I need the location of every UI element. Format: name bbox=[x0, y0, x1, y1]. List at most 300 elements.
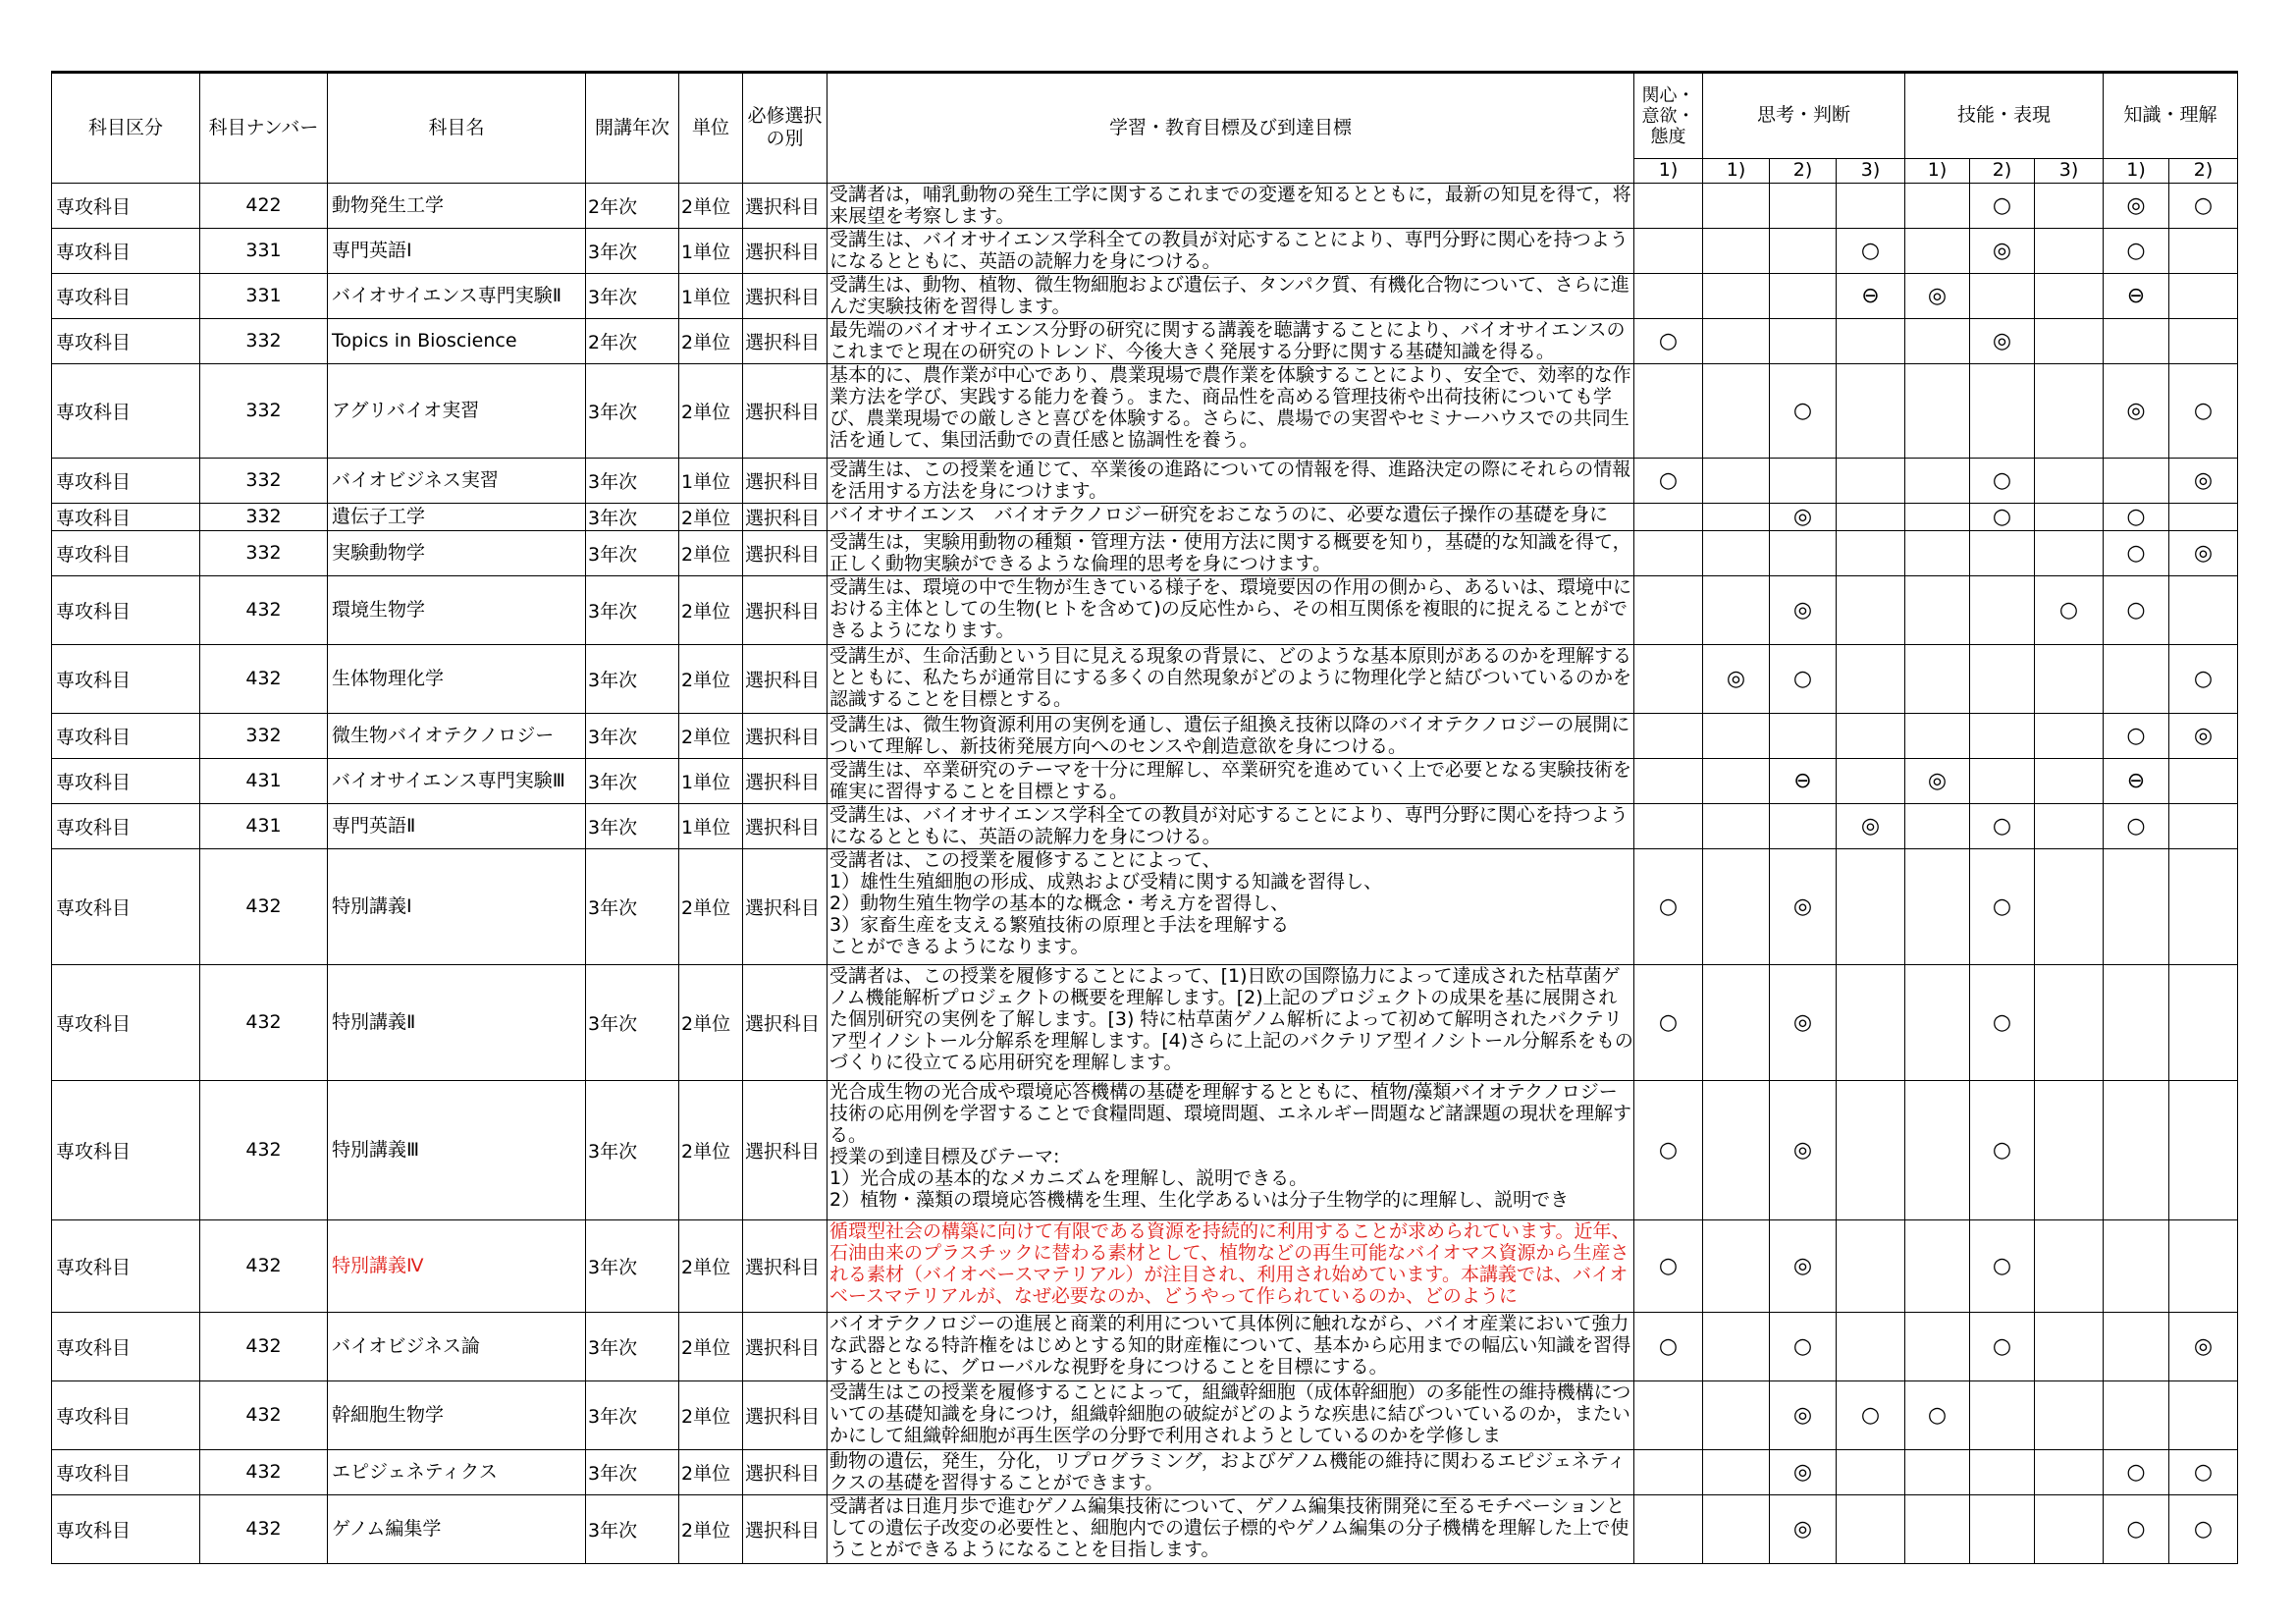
cell-mark bbox=[1634, 575, 1703, 644]
cell-mark bbox=[1970, 575, 2035, 644]
cell-mark: ○ bbox=[1634, 1312, 1703, 1380]
cell-mark bbox=[1703, 758, 1770, 803]
cell-mark bbox=[2035, 1080, 2104, 1219]
cell-mark: ◎ bbox=[1770, 964, 1837, 1080]
cell-mark bbox=[2035, 530, 2104, 575]
sub-header: 3) bbox=[1837, 159, 1905, 184]
cell-mark bbox=[2169, 575, 2238, 644]
sub-header: 1) bbox=[2104, 159, 2169, 184]
cell-mark bbox=[1703, 183, 1770, 228]
sub-header: 1) bbox=[1634, 159, 1703, 184]
cell-mark bbox=[1905, 803, 1970, 848]
sub-header: 2) bbox=[1970, 159, 2035, 184]
cell-year: 3年次 bbox=[586, 228, 679, 273]
cell-year: 3年次 bbox=[586, 848, 679, 964]
cell-goal bbox=[828, 1380, 1634, 1449]
cell-mark bbox=[1905, 183, 1970, 228]
table-row bbox=[52, 1312, 2238, 1380]
cell-mark bbox=[1905, 848, 1970, 964]
header-row bbox=[52, 73, 2238, 159]
cell-kubun: 専攻科目 bbox=[52, 228, 200, 273]
goal-text: 受講生は、バイオサイエンス学科全ての教員が対応することにより、専門分野に関心を持つようになるとともに、英語の読解力を身につける。 bbox=[829, 803, 1629, 847]
cell-name: 特別講義Ⅲ bbox=[328, 1080, 586, 1219]
goal-text: 基本的に、農作業が中心であり、農業現場で農作業を体験することにより、安全で、効率的な作業方法を学び、実践する能力を養う。また、商品性を高める管理技術や出荷技術についても学び、農業現場での厳しさと喜びを体験する。さらに、農場での実習やセミナーハウスでの共同生活を通して、集団活動での責任感と協調性を養う。 bbox=[829, 363, 1631, 451]
cell-mark bbox=[2035, 1449, 2104, 1494]
cell-mark bbox=[2035, 1219, 2104, 1312]
cell-mark: ○ bbox=[2104, 530, 2169, 575]
cell-mark bbox=[1837, 318, 1905, 363]
cell-name: 特別講義Ⅳ bbox=[328, 1219, 586, 1312]
cell-goal bbox=[828, 530, 1634, 575]
cell-mark bbox=[2035, 713, 2104, 758]
cell-mark bbox=[1970, 1494, 2035, 1563]
cell-kubun: 専攻科目 bbox=[52, 758, 200, 803]
cell-mark bbox=[1837, 848, 1905, 964]
cell-required: 選択科目 bbox=[743, 458, 828, 503]
cell-kubun: 専攻科目 bbox=[52, 273, 200, 318]
cell-mark bbox=[1837, 183, 1905, 228]
cell-kubun: 専攻科目 bbox=[52, 1494, 200, 1563]
cell-required: 選択科目 bbox=[743, 228, 828, 273]
cell-number: 332 bbox=[200, 713, 328, 758]
cell-goal bbox=[828, 363, 1634, 458]
cell-mark: ◎ bbox=[1905, 273, 1970, 318]
cell-number: 332 bbox=[200, 530, 328, 575]
table-row bbox=[52, 964, 2238, 1080]
cell-kubun: 専攻科目 bbox=[52, 848, 200, 964]
cell-goal bbox=[828, 228, 1634, 273]
cell-mark bbox=[2035, 503, 2104, 530]
cell-mark: ○ bbox=[2169, 1494, 2238, 1563]
cell-mark: ○ bbox=[1634, 1219, 1703, 1312]
cell-mark bbox=[1905, 644, 1970, 713]
cell-year: 3年次 bbox=[586, 964, 679, 1080]
cell-mark bbox=[1703, 964, 1770, 1080]
cell-name: Topics in Bioscience bbox=[328, 318, 586, 363]
sub-header: 2) bbox=[1770, 159, 1837, 184]
cell-number: 332 bbox=[200, 458, 328, 503]
cell-required: 選択科目 bbox=[743, 273, 828, 318]
cell-number: 432 bbox=[200, 1494, 328, 1563]
cell-kubun: 専攻科目 bbox=[52, 803, 200, 848]
table-row bbox=[52, 803, 2238, 848]
cell-units: 2単位 bbox=[679, 318, 743, 363]
cell-goal bbox=[828, 458, 1634, 503]
cell-mark bbox=[2169, 503, 2238, 530]
cell-mark: ○ bbox=[2104, 1494, 2169, 1563]
cell-mark bbox=[1837, 363, 1905, 458]
cell-name: 環境生物学 bbox=[328, 575, 586, 644]
cell-mark: ○ bbox=[1634, 848, 1703, 964]
cell-mark bbox=[2035, 363, 2104, 458]
sub-header: 1) bbox=[1905, 159, 1970, 184]
cell-mark: ○ bbox=[1634, 964, 1703, 1080]
cell-mark bbox=[1905, 1449, 1970, 1494]
cell-mark bbox=[1703, 575, 1770, 644]
cell-mark bbox=[1770, 318, 1837, 363]
table-row bbox=[52, 644, 2238, 713]
sub-header: 3) bbox=[2035, 159, 2104, 184]
cell-mark: ◎ bbox=[2169, 530, 2238, 575]
cell-name: 生体物理化学 bbox=[328, 644, 586, 713]
cell-mark bbox=[1634, 228, 1703, 273]
cell-mark: ○ bbox=[1970, 803, 2035, 848]
cell-year: 3年次 bbox=[586, 273, 679, 318]
cell-mark bbox=[1837, 1449, 1905, 1494]
cell-name: ゲノム編集学 bbox=[328, 1494, 586, 1563]
cell-mark bbox=[1905, 713, 1970, 758]
cell-mark bbox=[2169, 848, 2238, 964]
cell-mark: ◎ bbox=[1770, 1219, 1837, 1312]
cell-kubun: 専攻科目 bbox=[52, 458, 200, 503]
cell-kubun: 専攻科目 bbox=[52, 1312, 200, 1380]
cell-units: 1単位 bbox=[679, 803, 743, 848]
table-row bbox=[52, 758, 2238, 803]
cell-mark bbox=[1905, 530, 1970, 575]
header-year: 開講年次 bbox=[586, 73, 679, 184]
table-row bbox=[52, 1494, 2238, 1563]
goal-text: 受講者は日進月歩で進むゲノム編集技術について、ゲノム編集技術開発に至るモチベーションとしての遺伝子改変の必要性と、細胞内での遺伝子標的やゲノム編集の分子機構を理解した上で使うことができるようになることを目指します。 bbox=[829, 1494, 1629, 1560]
cell-mark bbox=[1703, 1380, 1770, 1449]
cell-required: 選択科目 bbox=[743, 848, 828, 964]
cell-number: 432 bbox=[200, 1312, 328, 1380]
cell-mark: ○ bbox=[1634, 318, 1703, 363]
cell-mark bbox=[2035, 758, 2104, 803]
cell-mark bbox=[1703, 713, 1770, 758]
cell-number: 431 bbox=[200, 758, 328, 803]
table-row bbox=[52, 228, 2238, 273]
cell-mark bbox=[1970, 758, 2035, 803]
goal-text: 受講生は、環境の中で生物が生きている様子を、環境要因の作用の側から、あるいは、環境中における主体としての生物(ヒトを含めて)の反応性から、その相互関係を複眼的に捉えることができるようになります。 bbox=[829, 575, 1632, 641]
cell-number: 432 bbox=[200, 575, 328, 644]
cell-mark bbox=[1970, 1380, 2035, 1449]
goal-text: 受講生は、バイオサイエンス学科全ての教員が対応することにより、専門分野に関心を持つようになるとともに、英語の読解力を身につける。 bbox=[829, 228, 1629, 272]
cell-mark bbox=[2104, 1312, 2169, 1380]
cell-mark bbox=[1970, 713, 2035, 758]
cell-mark bbox=[1770, 458, 1837, 503]
cell-mark bbox=[2104, 318, 2169, 363]
cell-mark bbox=[1905, 228, 1970, 273]
cell-mark: ○ bbox=[2104, 503, 2169, 530]
cell-mark bbox=[1837, 1219, 1905, 1312]
cell-mark: ◎ bbox=[1703, 644, 1770, 713]
cell-units: 2単位 bbox=[679, 1312, 743, 1380]
header-goal: 学習・教育目標及び到達目標 bbox=[828, 73, 1634, 184]
cell-mark bbox=[2169, 758, 2238, 803]
table-row bbox=[52, 458, 2238, 503]
cell-mark bbox=[1770, 183, 1837, 228]
cell-number: 331 bbox=[200, 228, 328, 273]
cell-mark: ○ bbox=[2035, 575, 2104, 644]
cell-required: 選択科目 bbox=[743, 758, 828, 803]
cell-mark bbox=[2169, 228, 2238, 273]
goal-text: 受講生は、動物、植物、微生物細胞および遺伝子、タンパク質、有機化合物について、さらに進んだ実験技術を習得します。 bbox=[829, 273, 1629, 317]
cell-mark bbox=[1703, 318, 1770, 363]
cell-mark bbox=[1970, 644, 2035, 713]
cell-kubun: 専攻科目 bbox=[52, 503, 200, 530]
goal-text: 受講生が、生命活動という目に見える現象の背景に、どのような基本原則があるのかを理解するとともに、私たちが通常目にする多くの自然現象がどのように物理化学と結びついているのかを認識することを目標とする。 bbox=[829, 644, 1632, 710]
table-row bbox=[52, 713, 2238, 758]
cell-mark: ○ bbox=[1770, 1312, 1837, 1380]
goal-text: 受講者は、この授業を履修することによって、 1）雄性生殖細胞の形成、成熟および受精に関する知識を習得し、 2）動物生殖生物学の基本的な概念・考え方を習得し、 3）家畜生産を支える繁殖技術の原理と手法を理解する ことができるようになります。 bbox=[829, 848, 1383, 957]
cell-goal bbox=[828, 713, 1634, 758]
cell-required: 選択科目 bbox=[743, 1080, 828, 1219]
cell-mark: ○ bbox=[1770, 363, 1837, 458]
cell-mark: ◎ bbox=[1970, 318, 2035, 363]
cell-mark bbox=[1837, 758, 1905, 803]
cell-number: 431 bbox=[200, 803, 328, 848]
cell-name: 幹細胞生物学 bbox=[328, 1380, 586, 1449]
cell-goal bbox=[828, 183, 1634, 228]
header-group-knowledge: 知識・理解 bbox=[2104, 73, 2238, 159]
cell-mark bbox=[1634, 758, 1703, 803]
cell-mark bbox=[2169, 1219, 2238, 1312]
cell-year: 3年次 bbox=[586, 1312, 679, 1380]
cell-mark bbox=[1837, 964, 1905, 1080]
header-required: 必修選択の別 bbox=[743, 73, 828, 184]
cell-name: バイオサイエンス専門実験Ⅱ bbox=[328, 273, 586, 318]
cell-name: 動物発生工学 bbox=[328, 183, 586, 228]
cell-goal bbox=[828, 503, 1634, 530]
cell-year: 3年次 bbox=[586, 758, 679, 803]
cell-required: 選択科目 bbox=[743, 1494, 828, 1563]
goal-text: 受講生は，実験用動物の種類・管理方法・使用方法に関する概要を知り，基礎的な知識を得て，正しく動物実験ができるような倫理的思考を身につけます。 bbox=[829, 530, 1631, 574]
cell-goal bbox=[828, 964, 1634, 1080]
cell-mark bbox=[2035, 1312, 2104, 1380]
cell-name: 特別講義Ⅱ bbox=[328, 964, 586, 1080]
cell-mark bbox=[1770, 228, 1837, 273]
cell-units: 2単位 bbox=[679, 1380, 743, 1449]
cell-mark bbox=[1770, 273, 1837, 318]
cell-name: 専門英語Ⅱ bbox=[328, 803, 586, 848]
cell-goal bbox=[828, 1494, 1634, 1563]
cell-mark bbox=[2104, 1219, 2169, 1312]
cell-mark bbox=[1703, 503, 1770, 530]
header-group-skill: 技能・表現 bbox=[1905, 73, 2104, 159]
cell-mark bbox=[1634, 803, 1703, 848]
cell-kubun: 専攻科目 bbox=[52, 713, 200, 758]
cell-number: 432 bbox=[200, 1080, 328, 1219]
cell-mark: ○ bbox=[2169, 1449, 2238, 1494]
cell-goal bbox=[828, 1449, 1634, 1494]
cell-goal bbox=[828, 848, 1634, 964]
cell-kubun: 専攻科目 bbox=[52, 318, 200, 363]
header-name: 科目名 bbox=[328, 73, 586, 184]
table-row bbox=[52, 273, 2238, 318]
cell-units: 2単位 bbox=[679, 713, 743, 758]
cell-goal bbox=[828, 644, 1634, 713]
cell-mark bbox=[2035, 964, 2104, 1080]
cell-mark bbox=[1905, 1312, 1970, 1380]
cell-mark bbox=[1905, 964, 1970, 1080]
header-group-thinking: 思考・判断 bbox=[1703, 73, 1905, 159]
cell-mark bbox=[1837, 713, 1905, 758]
cell-mark bbox=[1634, 363, 1703, 458]
table-row bbox=[52, 503, 2238, 530]
cell-mark bbox=[2104, 1380, 2169, 1449]
cell-required: 選択科目 bbox=[743, 964, 828, 1080]
cell-mark: ◎ bbox=[1970, 228, 2035, 273]
cell-mark bbox=[2104, 644, 2169, 713]
cell-mark bbox=[2035, 273, 2104, 318]
cell-year: 3年次 bbox=[586, 1494, 679, 1563]
cell-mark bbox=[1970, 273, 2035, 318]
cell-mark: ○ bbox=[2169, 644, 2238, 713]
cell-mark: ○ bbox=[2104, 228, 2169, 273]
cell-mark: ○ bbox=[2104, 1449, 2169, 1494]
cell-mark bbox=[1634, 503, 1703, 530]
cell-year: 3年次 bbox=[586, 503, 679, 530]
cell-number: 432 bbox=[200, 1219, 328, 1312]
cell-kubun: 専攻科目 bbox=[52, 644, 200, 713]
header-group-interest: 関心・意欲・態度 bbox=[1634, 73, 1703, 159]
cell-name: 微生物バイオテクノロジー bbox=[328, 713, 586, 758]
cell-mark: ○ bbox=[2104, 713, 2169, 758]
cell-mark bbox=[2035, 1494, 2104, 1563]
cell-mark bbox=[1634, 273, 1703, 318]
cell-kubun: 専攻科目 bbox=[52, 183, 200, 228]
cell-mark bbox=[2035, 228, 2104, 273]
cell-mark bbox=[1970, 1449, 2035, 1494]
goal-text: 最先端のバイオサイエンス分野の研究に関する講義を聴講することにより、バイオサイエンスのこれまでと現在の研究のトレンド、今後大きく発展する分野に関する基礎知識を得る。 bbox=[829, 318, 1626, 362]
cell-mark bbox=[1634, 1494, 1703, 1563]
cell-mark: ○ bbox=[1837, 228, 1905, 273]
cell-required: 選択科目 bbox=[743, 803, 828, 848]
cell-mark bbox=[1703, 363, 1770, 458]
cell-required: 選択科目 bbox=[743, 183, 828, 228]
cell-mark bbox=[1837, 530, 1905, 575]
goal-text: 光合成生物の光合成や環境応答機構の基礎を理解するとともに、植物/藻類バイオテクノロジー技術の応用例を学習することで食糧問題、環境問題、エネルギー問題など諸課題の現状を理解する。 授業の到達目標及びテーマ: 1）光合成の基本的なメカニズムを理解し、説明できる。 2）植物・藻類の環境応答機構を生理、生化学あるいは分子生物学的に理解し、説明でき bbox=[829, 1080, 1632, 1211]
cell-units: 2単位 bbox=[679, 183, 743, 228]
cell-units: 1単位 bbox=[679, 228, 743, 273]
cell-year: 3年次 bbox=[586, 644, 679, 713]
cell-required: 選択科目 bbox=[743, 1380, 828, 1449]
cell-mark bbox=[1970, 530, 2035, 575]
cell-name: 特別講義Ⅰ bbox=[328, 848, 586, 964]
cell-mark: ◎ bbox=[2169, 1312, 2238, 1380]
cell-kubun: 専攻科目 bbox=[52, 1380, 200, 1449]
cell-mark bbox=[1703, 530, 1770, 575]
cell-mark bbox=[2169, 803, 2238, 848]
cell-kubun: 専攻科目 bbox=[52, 363, 200, 458]
cell-mark: ⊖ bbox=[1770, 758, 1837, 803]
cell-name: 遺伝子工学 bbox=[328, 503, 586, 530]
cell-mark: ○ bbox=[1837, 1380, 1905, 1449]
cell-name: アグリバイオ実習 bbox=[328, 363, 586, 458]
cell-mark bbox=[1905, 1219, 1970, 1312]
cell-required: 選択科目 bbox=[743, 363, 828, 458]
cell-mark bbox=[1905, 318, 1970, 363]
cell-mark bbox=[2035, 183, 2104, 228]
cell-mark bbox=[2169, 1080, 2238, 1219]
table-body bbox=[52, 183, 2238, 1563]
cell-mark bbox=[2035, 848, 2104, 964]
cell-mark bbox=[2035, 458, 2104, 503]
cell-name: バイオサイエンス専門実験Ⅲ bbox=[328, 758, 586, 803]
cell-year: 3年次 bbox=[586, 363, 679, 458]
cell-mark bbox=[2104, 458, 2169, 503]
cell-goal bbox=[828, 1312, 1634, 1380]
cell-kubun: 専攻科目 bbox=[52, 1080, 200, 1219]
cell-mark: ◎ bbox=[1770, 1494, 1837, 1563]
cell-mark bbox=[1970, 363, 2035, 458]
cell-mark bbox=[1634, 1380, 1703, 1449]
sub-header: 1) bbox=[1703, 159, 1770, 184]
cell-mark bbox=[2035, 318, 2104, 363]
cell-year: 3年次 bbox=[586, 1219, 679, 1312]
cell-mark bbox=[1703, 458, 1770, 503]
cell-units: 2単位 bbox=[679, 503, 743, 530]
cell-goal bbox=[828, 575, 1634, 644]
cell-goal bbox=[828, 318, 1634, 363]
cell-required: 選択科目 bbox=[743, 1312, 828, 1380]
cell-year: 3年次 bbox=[586, 458, 679, 503]
cell-mark: ○ bbox=[1770, 644, 1837, 713]
cell-mark bbox=[1905, 1080, 1970, 1219]
cell-required: 選択科目 bbox=[743, 503, 828, 530]
cell-mark: ○ bbox=[1970, 458, 2035, 503]
cell-mark bbox=[2035, 644, 2104, 713]
cell-name: バイオビジネス論 bbox=[328, 1312, 586, 1380]
cell-mark: ⊖ bbox=[1837, 273, 1905, 318]
cell-number: 432 bbox=[200, 848, 328, 964]
cell-required: 選択科目 bbox=[743, 318, 828, 363]
cell-number: 432 bbox=[200, 644, 328, 713]
table-row bbox=[52, 1449, 2238, 1494]
cell-mark bbox=[1837, 644, 1905, 713]
table-row bbox=[52, 1219, 2238, 1312]
goal-text: 動物の遺伝，発生，分化，リプログラミング，およびゲノム機能の維持に関わるエピジェネティクスの基礎を習得することができます。 bbox=[829, 1449, 1627, 1493]
cell-mark bbox=[1837, 1080, 1905, 1219]
cell-required: 選択科目 bbox=[743, 575, 828, 644]
cell-year: 3年次 bbox=[586, 1380, 679, 1449]
cell-mark: ⊖ bbox=[2104, 758, 2169, 803]
table-row bbox=[52, 575, 2238, 644]
cell-kubun: 専攻科目 bbox=[52, 530, 200, 575]
cell-mark bbox=[1905, 503, 1970, 530]
cell-mark: ○ bbox=[1634, 458, 1703, 503]
cell-year: 2年次 bbox=[586, 183, 679, 228]
goal-text: バイオサイエンス バイオテクノロジー研究をおこなうのに、必要な遺伝子操作の基礎を身に bbox=[829, 503, 1609, 524]
cell-units: 2単位 bbox=[679, 848, 743, 964]
cell-required: 選択科目 bbox=[743, 644, 828, 713]
table-row bbox=[52, 1380, 2238, 1449]
cell-mark: ○ bbox=[2104, 575, 2169, 644]
table-row bbox=[52, 848, 2238, 964]
cell-units: 1単位 bbox=[679, 273, 743, 318]
cell-mark bbox=[1905, 458, 1970, 503]
cell-year: 3年次 bbox=[586, 1080, 679, 1219]
cell-name: 専門英語Ⅰ bbox=[328, 228, 586, 273]
cell-units: 1単位 bbox=[679, 758, 743, 803]
cell-required: 選択科目 bbox=[743, 1219, 828, 1312]
cell-mark bbox=[2169, 964, 2238, 1080]
cell-year: 2年次 bbox=[586, 318, 679, 363]
goal-text: 受講生は、この授業を通じて、卒業後の進路についての情報を得、進路決定の際にそれらの情報を活用する方法を身につけます。 bbox=[829, 458, 1631, 502]
cell-goal bbox=[828, 758, 1634, 803]
goal-text: 受講者は，哺乳動物の発生工学に関するこれまでの変遷を知るとともに，最新の知見を得て，将来展望を考察します。 bbox=[829, 183, 1631, 227]
cell-mark bbox=[1837, 503, 1905, 530]
cell-mark bbox=[1770, 530, 1837, 575]
cell-year: 3年次 bbox=[586, 713, 679, 758]
cell-mark bbox=[1837, 458, 1905, 503]
cell-mark: ○ bbox=[1970, 1080, 2035, 1219]
goal-text: 受講生は、卒業研究のテーマを十分に理解し、卒業研究を進めていく上で必要となる実験技術を確実に習得することを目標とする。 bbox=[829, 758, 1632, 802]
cell-mark bbox=[1703, 1312, 1770, 1380]
table-row bbox=[52, 183, 2238, 228]
cell-mark bbox=[1634, 644, 1703, 713]
cell-mark bbox=[1634, 713, 1703, 758]
